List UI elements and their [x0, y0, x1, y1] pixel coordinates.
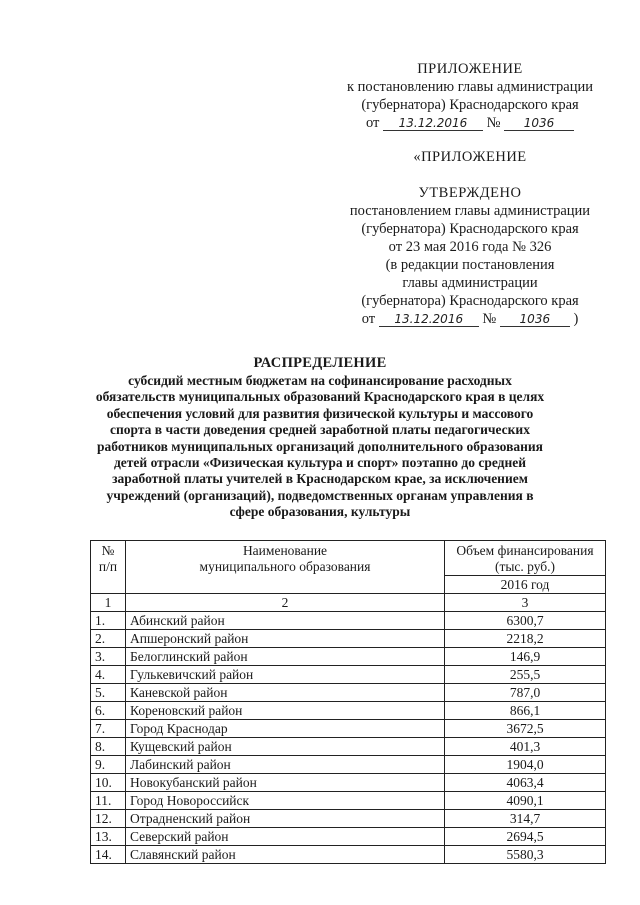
approved-line-2: (губернатора) Краснодарского края	[361, 221, 579, 237]
row-number: 9.	[91, 756, 126, 774]
row-value: 5580,3	[445, 846, 606, 864]
header-name-line-1: Наименование	[242, 543, 328, 558]
row-number: 10.	[91, 774, 126, 792]
table-row	[91, 810, 606, 828]
table-row	[91, 738, 606, 756]
row-value: 2694,5	[445, 828, 606, 846]
header-name-line-2: муниципального образования	[199, 559, 371, 574]
row-name: Кореновский район	[126, 702, 445, 720]
row-number: 2.	[91, 630, 126, 648]
row-number: 14.	[91, 846, 126, 864]
row-name: Город Краснодар	[126, 720, 445, 738]
table-row	[91, 666, 606, 684]
approved-from-label: от	[361, 311, 376, 327]
row-name: Лабинский район	[126, 756, 445, 774]
distribution-title-block	[70, 354, 570, 521]
header-num-line-1: №	[101, 543, 115, 558]
title-line: обеспечения условий для развития физической культуры и массового	[106, 405, 534, 421]
table-row	[91, 612, 606, 630]
header-year-cell: 2016 год	[445, 576, 606, 594]
column-number-row	[91, 594, 606, 612]
appendix-from-label: от	[365, 115, 380, 131]
subsidy-table	[90, 540, 606, 864]
title-line: работников муниципальных организаций дополнительного образования	[97, 438, 543, 454]
appendix-date: 13.12.2016	[383, 116, 483, 131]
approved-number: 1036	[500, 312, 570, 327]
table-row	[91, 630, 606, 648]
col-number-2: 2	[126, 594, 445, 612]
row-value: 314,7	[445, 810, 606, 828]
row-number: 7.	[91, 720, 126, 738]
title-line: заработной платы учителей в Краснодарском крае, за исключением	[112, 471, 528, 487]
table-row	[91, 846, 606, 864]
row-value: 4090,1	[445, 792, 606, 810]
table-row	[91, 720, 606, 738]
row-name: Славянский район	[126, 846, 445, 864]
table-row	[91, 792, 606, 810]
row-number: 6.	[91, 702, 126, 720]
row-number: 1.	[91, 612, 126, 630]
approved-quote-title: «ПРИЛОЖЕНИЕ	[413, 149, 527, 165]
header-value-cell	[445, 541, 606, 576]
table-header-row	[91, 541, 606, 576]
appendix-title: ПРИЛОЖЕНИЕ	[417, 61, 523, 77]
row-name: Новокубанский район	[126, 774, 445, 792]
row-name: Отрадненский район	[126, 810, 445, 828]
row-name: Город Новороссийск	[126, 792, 445, 810]
col-number-3: 3	[445, 594, 606, 612]
table-row	[91, 702, 606, 720]
title-line: детей отрасли «Физическая культура и спорт» поэтапно до средней	[113, 455, 527, 471]
row-name: Апшеронский район	[126, 630, 445, 648]
distribution-heading: РАСПРЕДЕЛЕНИЕ	[253, 355, 387, 371]
title-line: обязательств муниципальных образований Краснодарского края в целях	[95, 389, 545, 405]
approved-number-sign: №	[482, 311, 497, 327]
approved-block	[320, 148, 620, 328]
title-line: учреждений (организаций), подведомственных органам управления в	[106, 487, 534, 503]
row-value: 2218,2	[445, 630, 606, 648]
table-row	[91, 828, 606, 846]
table-row	[91, 684, 606, 702]
appendix-line-2: (губернатора) Краснодарского края	[361, 97, 579, 113]
header-num-cell	[91, 541, 126, 594]
table-row	[91, 774, 606, 792]
table-row	[91, 648, 606, 666]
row-number: 12.	[91, 810, 126, 828]
row-name: Северский район	[126, 828, 445, 846]
row-value: 255,5	[445, 666, 606, 684]
approved-close-paren: )	[573, 311, 579, 327]
row-value: 4063,4	[445, 774, 606, 792]
row-number: 4.	[91, 666, 126, 684]
row-value: 3672,5	[445, 720, 606, 738]
approved-line-1: постановлением главы администрации	[349, 203, 591, 219]
row-value: 866,1	[445, 702, 606, 720]
appendix-number-sign: №	[486, 115, 501, 131]
row-name: Белоглинский район	[126, 648, 445, 666]
row-name: Гулькевичский район	[126, 666, 445, 684]
header-value-line-2: (тыс. руб.)	[494, 559, 556, 574]
appendix-number: 1036	[504, 116, 574, 131]
header-value-line-1: Объем финансирования	[456, 543, 594, 558]
title-line: субсидий местным бюджетам на софинансирование расходных	[128, 373, 512, 388]
row-value: 1904,0	[445, 756, 606, 774]
approved-line-3: от 23 мая 2016 года № 326	[388, 239, 552, 255]
approved-heading: УТВЕРЖДЕНО	[418, 185, 522, 201]
header-name-cell	[126, 541, 445, 594]
row-name: Абинский район	[126, 612, 445, 630]
row-number: 3.	[91, 648, 126, 666]
appendix-line-1: к постановлению главы администрации	[346, 79, 594, 95]
approved-date: 13.12.2016	[379, 312, 479, 327]
title-line: сфере образования, культуры	[229, 504, 411, 520]
approved-date-line	[320, 310, 620, 328]
approved-line-5: главы администрации	[402, 275, 538, 291]
row-number: 13.	[91, 828, 126, 846]
title-line: спорта в части доведения средней заработной платы педагогических	[110, 422, 530, 438]
row-name: Каневской район	[126, 684, 445, 702]
approved-line-6: (губернатора) Краснодарского края	[361, 293, 579, 309]
header-num-line-2: п/п	[98, 559, 118, 574]
col-number-1: 1	[91, 594, 126, 612]
row-number: 11.	[91, 792, 126, 810]
row-number: 5.	[91, 684, 126, 702]
row-value: 6300,7	[445, 612, 606, 630]
row-value: 146,9	[445, 648, 606, 666]
row-value: 401,3	[445, 738, 606, 756]
approved-line-4: (в редакции постановления	[385, 257, 555, 273]
table-row	[91, 756, 606, 774]
row-name: Кущевский район	[126, 738, 445, 756]
row-number: 8.	[91, 738, 126, 756]
appendix-block	[320, 60, 620, 132]
row-value: 787,0	[445, 684, 606, 702]
appendix-date-line	[320, 114, 620, 132]
